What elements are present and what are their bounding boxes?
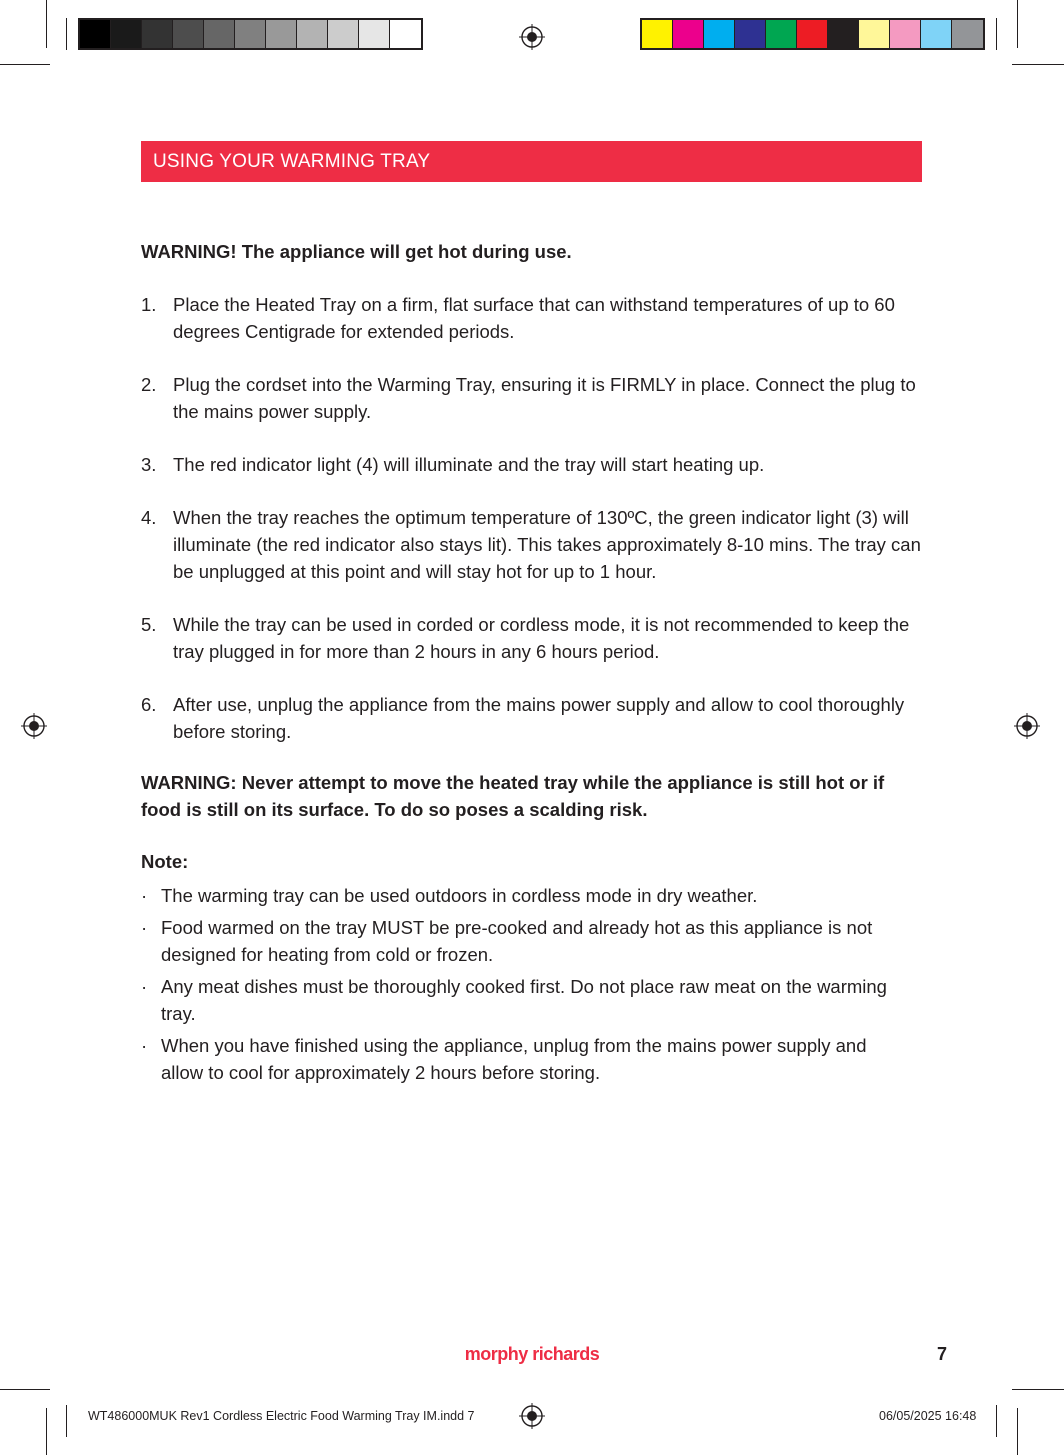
note-list xyxy=(141,882,911,1086)
crop-mark xyxy=(996,1405,997,1437)
color-swatch xyxy=(766,20,797,48)
step-number: 5. xyxy=(141,614,157,635)
gray-swatch xyxy=(173,20,204,48)
color-swatch xyxy=(828,20,859,48)
step-number: 3. xyxy=(141,454,157,475)
crop-mark xyxy=(1017,1408,1018,1455)
gray-swatch xyxy=(297,20,328,48)
step-item xyxy=(141,611,931,665)
brand-logo: morphy richards xyxy=(464,1344,600,1364)
color-swatch xyxy=(952,20,983,48)
registration-mark-icon xyxy=(519,1403,545,1429)
note-text: Any meat dishes must be thoroughly cooked first. Do not place raw meat on the warming tray. xyxy=(161,976,887,1024)
note-title: Note: xyxy=(141,851,189,872)
color-swatch xyxy=(890,20,921,48)
bullet-icon: · xyxy=(141,976,148,997)
step-number: 2. xyxy=(141,374,157,395)
crop-mark xyxy=(46,1408,47,1455)
gray-swatch xyxy=(142,20,173,48)
crop-mark xyxy=(46,0,47,48)
registration-mark-icon xyxy=(519,24,545,50)
note-item xyxy=(141,914,911,968)
registration-mark-icon xyxy=(21,713,47,739)
step-text: Place the Heated Tray on a firm, flat surface that can withstand temperatures of up to 60 degrees Centigrade for extended periods. xyxy=(173,294,895,342)
color-swatch xyxy=(673,20,704,48)
step-number: 6. xyxy=(141,694,157,715)
instructions-content xyxy=(141,238,931,1086)
gray-swatch xyxy=(266,20,297,48)
step-text: When the tray reaches the optimum temperature of 130ºC, the green indicator light (3) will illuminate (the red indicator also stays lit). This takes approximately 8-10 mins. The tray can be unplugged at this point and will stay hot for up to 1 hour. xyxy=(173,507,921,582)
steps-list xyxy=(141,291,931,745)
gray-swatch xyxy=(235,20,266,48)
page-number: 7 xyxy=(937,1344,948,1364)
slug-date: 06/05/2025 16:48 xyxy=(879,1409,977,1423)
gray-swatch xyxy=(204,20,235,48)
step-item xyxy=(141,291,931,345)
color-swatch xyxy=(642,20,673,48)
step-number: 1. xyxy=(141,294,157,315)
gray-swatch xyxy=(359,20,390,48)
note-text: When you have finished using the appliance, unplug from the mains power supply and allow to cool for approximately 2 hours before storing. xyxy=(161,1035,867,1083)
note-text: Food warmed on the tray MUST be pre-cooked and already hot as this appliance is not designed for heating from cold or frozen. xyxy=(161,917,873,965)
warning-scalding: WARNING: Never attempt to move the heated tray while the appliance is still hot or if food is still on its surface. To do so poses a scalding risk. xyxy=(141,772,885,820)
crop-mark xyxy=(1012,1389,1064,1390)
color-swatch xyxy=(797,20,828,48)
crop-mark xyxy=(66,1405,67,1437)
step-text: The red indicator light (4) will illuminate and the tray will start heating up. xyxy=(173,454,765,475)
step-text: Plug the cordset into the Warming Tray, ensuring it is FIRMLY in place. Connect the plug to the mains power supply. xyxy=(173,374,916,422)
crop-mark xyxy=(996,18,997,50)
crop-mark xyxy=(0,64,50,65)
crop-mark xyxy=(1017,0,1018,48)
process-color-bar xyxy=(640,18,985,50)
color-swatch xyxy=(735,20,766,48)
step-item xyxy=(141,504,931,585)
gray-swatch xyxy=(328,20,359,48)
note-item xyxy=(141,973,911,1027)
step-number: 4. xyxy=(141,507,157,528)
gray-swatch xyxy=(111,20,142,48)
crop-mark xyxy=(0,1389,50,1390)
warning-heading: WARNING! The appliance will get hot during use. xyxy=(141,241,572,262)
bullet-icon: · xyxy=(141,1035,148,1056)
color-swatch xyxy=(921,20,952,48)
crop-mark xyxy=(66,18,67,50)
bullet-icon: · xyxy=(141,917,148,938)
note-item xyxy=(141,882,911,909)
bullet-icon: · xyxy=(141,885,148,906)
note-text: The warming tray can be used outdoors in cordless mode in dry weather. xyxy=(161,885,758,906)
gray-swatch xyxy=(390,20,421,48)
registration-mark-icon xyxy=(1014,713,1040,739)
step-text: After use, unplug the appliance from the mains power supply and allow to cool thoroughly before storing. xyxy=(173,694,905,742)
step-text: While the tray can be used in corded or cordless mode, it is not recommended to keep the tray plugged in for more than 2 hours in any 6 hours period. xyxy=(173,614,910,662)
slug-file-info: WT486000MUK Rev1 Cordless Electric Food Warming Tray IM.indd 7 xyxy=(88,1409,475,1423)
note-item xyxy=(141,1032,911,1086)
section-header: USING YOUR WARMING TRAY xyxy=(141,141,922,182)
color-swatch xyxy=(704,20,735,48)
step-item xyxy=(141,451,931,478)
gray-swatch xyxy=(80,20,111,48)
grayscale-color-bar xyxy=(78,18,423,50)
crop-mark xyxy=(1012,64,1064,65)
color-swatch xyxy=(859,20,890,48)
step-item xyxy=(141,691,931,745)
step-item xyxy=(141,371,931,425)
